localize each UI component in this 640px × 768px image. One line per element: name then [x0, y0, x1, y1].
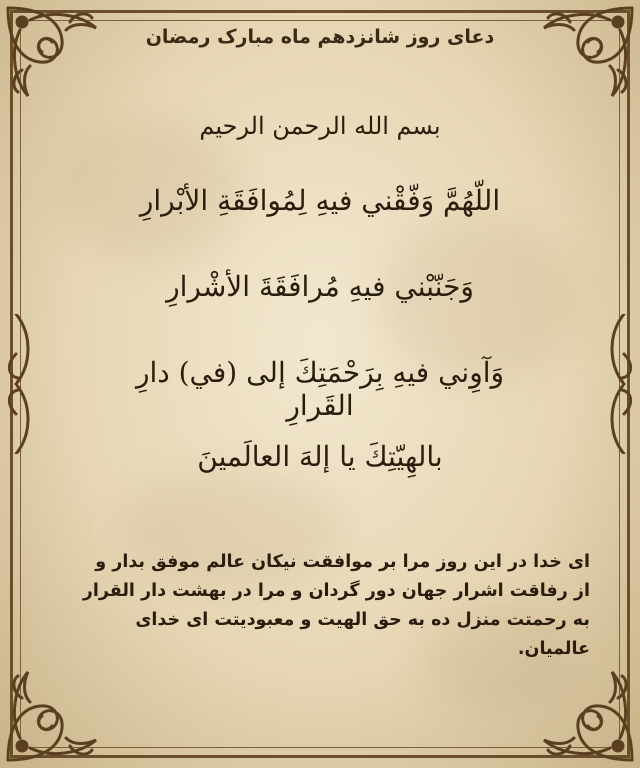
- corner-ornament-icon: [0, 658, 110, 768]
- corner-ornament-icon: [530, 0, 640, 110]
- corner-ornament-icon: [0, 0, 110, 110]
- translation-line: ای خدا در این روز مرا بر موافقت نیکان عالم موفق بدار و: [95, 552, 590, 572]
- corner-ornament-icon: [530, 658, 640, 768]
- translation-line: از رفاقت اشرار جهان دور گردان و مرا در بهشت دار القرار: [82, 581, 590, 601]
- side-ornament-icon: [2, 314, 42, 454]
- verse-line-basmala: بسم الله الرحمن الرحیم: [199, 112, 441, 140]
- verse-line-4: بالهِيّتِكَ يا إلهَ العالَمينَ: [197, 440, 443, 473]
- persian-translation: [70, 548, 590, 664]
- page-title: دعای روز شانزدهم ماه مبارک رمضان: [145, 26, 495, 48]
- side-ornament-icon: [598, 314, 638, 454]
- translation-line: عالمیان.: [517, 639, 590, 659]
- verse-line-3: وَآوِني فيهِ بِرَحْمَتِكَ إلى (في) دارِ القَرارِ: [135, 356, 505, 422]
- verse-line-2: وَجَنّبْني فيهِ مُرافَقَةَ الأشْرارِ: [166, 270, 474, 303]
- verse-line-1: اللّهُمَّ وَفّقْني فيهِ لِمُوافَقَةِ الأبْرارِ: [139, 184, 501, 217]
- translation-line: به رحمتت منزل ده به حق الهیت و معبودیتت ای خدای: [135, 610, 590, 630]
